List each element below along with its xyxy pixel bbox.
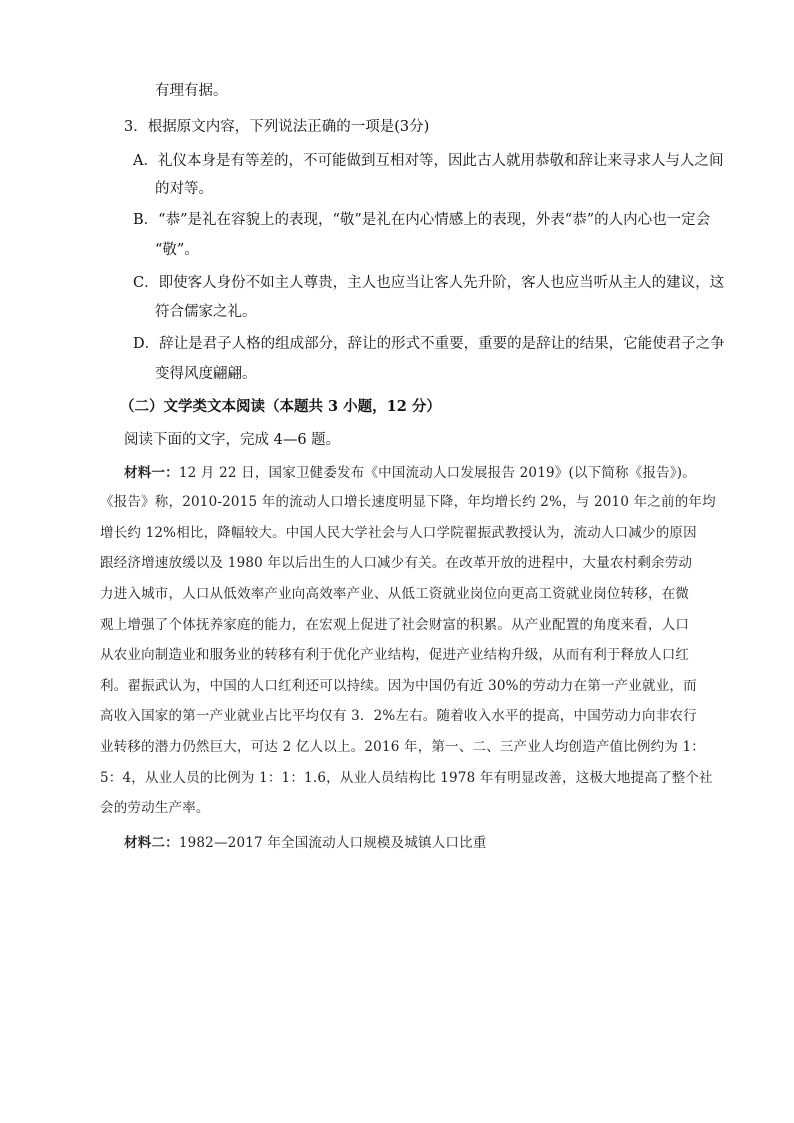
material-1-line-7: 从农业向制造业和服务业的转移有利于优化产业结构，促进产业结构升级，从而有利于释放人口红 bbox=[100, 647, 690, 663]
material-1-line-5: 力进入城市，人口从低效率产业向高效率产业、从低工资就业岗位向更高工资就业岗位转移，在微 bbox=[100, 586, 690, 602]
material-1-line-9: 高收入国家的第一产业就业占比平均仅有 3．2%左右。随着收入水平的提高，中国劳动力向非农行 bbox=[100, 708, 697, 724]
option-c-line1: C．即使客人身份不如主人尊贵，主人也应当让客人先升阶，客人也应当听从主人的建议，这 bbox=[133, 275, 725, 291]
section-instruction: 阅读下面的文字，完成 4—6 题。 bbox=[124, 432, 341, 448]
option-b-line2: “敬”。 bbox=[155, 242, 199, 258]
material-2-caption: 1982—2017 年全国流动人口规模及城镇人口比重 bbox=[178, 835, 487, 851]
material-2-caption-line bbox=[124, 831, 487, 851]
material-1-line-10: 业转移的潜力仍然巨大，可达 2 亿人以上。2016 年，第一、二、三产业人均创造产值比例约为 1： bbox=[100, 739, 705, 755]
question-3-stem: 3．根据原文内容，下列说法正确的一项是(3分) bbox=[124, 119, 430, 135]
option-c-line2: 符合儒家之礼。 bbox=[155, 304, 257, 320]
material-1-line-12: 会的劳动生产率。 bbox=[100, 800, 210, 816]
option-a-line2: 的对等。 bbox=[155, 181, 213, 197]
material-1-line-1: 材料一：12 月 22 日，国家卫健委发布《中国流动人口发展报告 2019》(以下简称《报告》)。 bbox=[124, 465, 696, 481]
option-a-line1: A．礼仪本身是有等差的，不可能做到互相对等，因此古人就用恭敬和辞让来寻求人与人之间 bbox=[133, 153, 724, 169]
material-1-label: 材料一： bbox=[124, 465, 179, 481]
material-2-label: 材料二： bbox=[124, 835, 179, 851]
previous-paragraph-end: 有理有据。 bbox=[155, 83, 228, 99]
material-1-line-11: 5：4，从业人员的比例为 1：1：1.6，从业人员结构比 1978 年有明显改善，这极大地提高了整个社 bbox=[100, 770, 713, 786]
section-heading: （二）文学类文本阅读（本题共 3 小题，12 分） bbox=[120, 398, 441, 415]
material-1-line-3: 增长约 12%相比，降幅较大。中国人民大学社会与人口学院翟振武教授认为，流动人口减少的原因 bbox=[100, 525, 697, 541]
option-b-line1: B．“恭”是礼在容貌上的表现，“敬”是礼在内心情感上的表现，外表“恭”的人内心也一定会 bbox=[133, 212, 711, 228]
option-d-line1: D．辞让是君子人格的组成部分，辞让的形式不重要，重要的是辞让的结果，它能使君子之争 bbox=[133, 336, 725, 352]
material-1-line-4: 跟经济增速放缓以及 1980 年以后出生的人口减少有关。在改革开放的进程中，大量农村剩余劳动 bbox=[100, 555, 693, 571]
material-1-line-2: 《报告》称，2010-2015 年的流动人口增长速度明显下降，年均增长约 2%，与 2010 年之前的年均 bbox=[100, 494, 716, 510]
option-d-line2: 变得风度翩翩。 bbox=[155, 366, 257, 382]
material-1-line-8: 利。翟振武认为，中国的人口红利还可以持续。因为中国仍有近 30%的劳动力在第一产业就业，而 bbox=[100, 678, 697, 694]
material-1-line-6: 观上增强了个体抚养家庭的能力，在宏观上促进了社会财富的积累。从产业配置的角度来看，人口 bbox=[100, 617, 690, 633]
